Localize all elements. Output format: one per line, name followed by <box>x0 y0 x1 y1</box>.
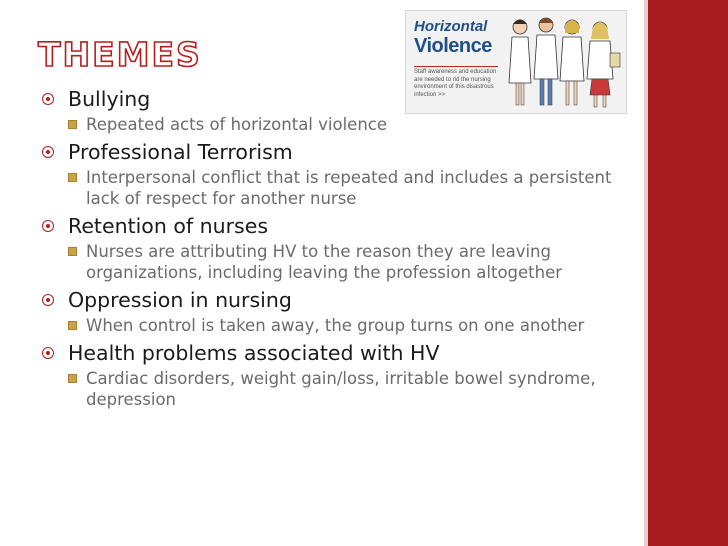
list-item-oppression <box>42 287 642 336</box>
circle-bullet-icon <box>42 294 54 306</box>
bullet-level1 <box>42 287 642 313</box>
bullet-text: Retention of nurses <box>68 214 269 238</box>
sub-bullet-text: Cardiac disorders, weight gain/loss, irritable bowel syndrome, depression <box>86 369 596 409</box>
circle-bullet-icon <box>42 220 54 232</box>
bullet-level2 <box>42 167 642 209</box>
decorative-sidebar <box>648 0 728 546</box>
list-item-retention <box>42 213 642 283</box>
bullet-level2 <box>42 114 642 135</box>
square-bullet-icon <box>68 173 77 182</box>
square-bullet-icon <box>68 120 77 129</box>
graphic-title-line2: Violence <box>414 35 492 57</box>
list-item-health-problems <box>42 340 642 410</box>
sub-bullet-text: Nurses are attributing HV to the reason they are leaving organizations, including leaving the profession altogether <box>86 242 563 282</box>
circle-bullet-icon <box>42 146 54 158</box>
graphic-divider <box>414 66 498 67</box>
bullet-text: Professional Terrorism <box>68 140 293 164</box>
slide-title: THEMES <box>38 35 202 74</box>
sub-bullet-text: Repeated acts of horizontal violence <box>86 115 387 134</box>
bullet-level1 <box>42 86 642 112</box>
square-bullet-icon <box>68 321 77 330</box>
bullet-level1 <box>42 340 642 366</box>
bullet-level2 <box>42 368 642 410</box>
bullet-level2 <box>42 241 642 283</box>
bullet-level1 <box>42 213 642 239</box>
sub-bullet-text: When control is taken away, the group turns on one another <box>86 316 585 335</box>
bullet-level1 <box>42 139 642 165</box>
graphic-title <box>414 19 506 57</box>
circle-bullet-icon <box>42 93 54 105</box>
circle-bullet-icon <box>42 347 54 359</box>
list-item-professional-terrorism <box>42 139 642 209</box>
square-bullet-icon <box>68 374 77 383</box>
bullet-text: Health problems associated with HV <box>68 341 440 365</box>
bullet-text: Oppression in nursing <box>68 288 292 312</box>
graphic-title-line1: Horizontal <box>414 18 488 35</box>
square-bullet-icon <box>68 247 77 256</box>
graphic-caption: Staff awareness and education are needed to rid the nursing environment of this disastrous infection >> <box>414 69 497 98</box>
bullet-text: Bullying <box>68 87 151 111</box>
sub-bullet-text: Interpersonal conflict that is repeated and includes a persistent lack of respect for another nurse <box>86 168 612 208</box>
bullet-level2 <box>42 315 642 336</box>
list-item-bullying <box>42 86 642 135</box>
bullet-list <box>42 83 642 414</box>
